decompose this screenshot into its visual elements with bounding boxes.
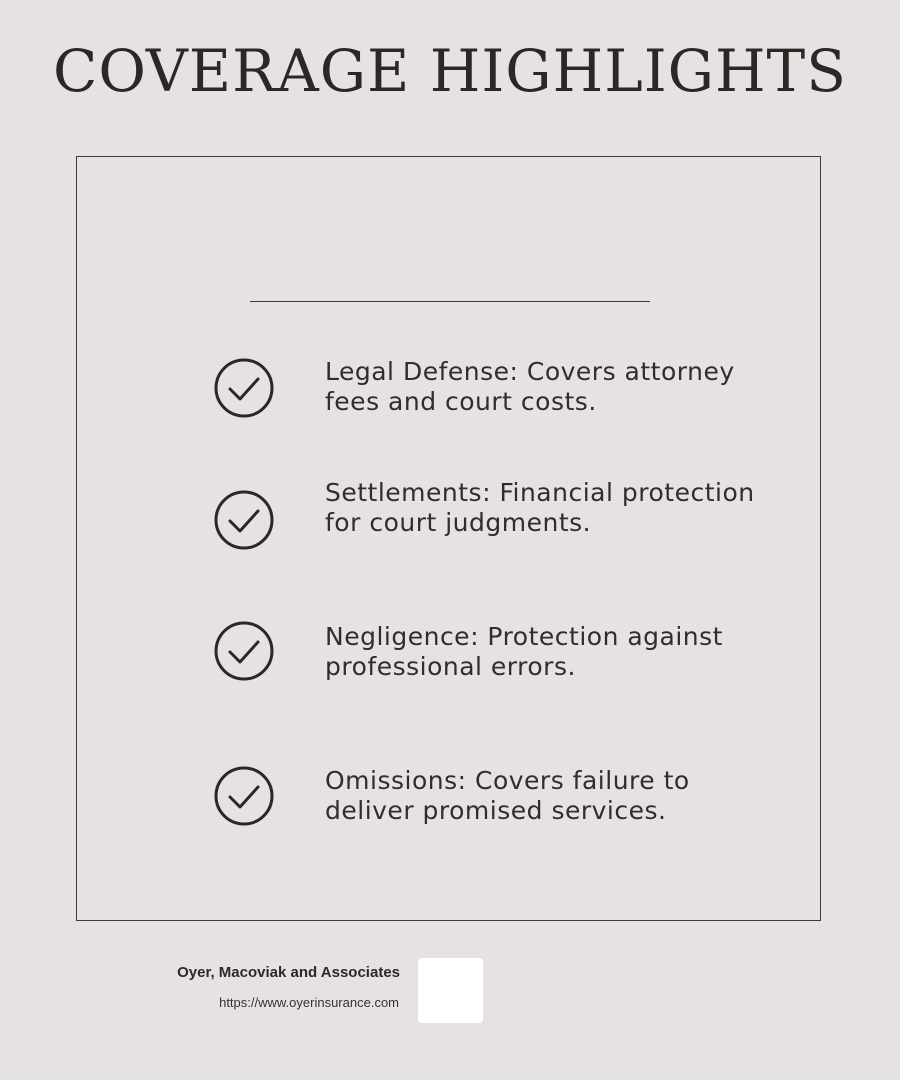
coverage-item-text: Omissions: Covers failure to deliver promised services. bbox=[325, 766, 690, 825]
check-circle-icon bbox=[213, 765, 275, 827]
coverage-panel bbox=[76, 156, 821, 921]
coverage-item-text: Legal Defense: Covers attorney fees and court costs. bbox=[325, 357, 735, 416]
company-logo bbox=[418, 958, 483, 1023]
page-title: COVERAGE HIGHLIGHTS bbox=[53, 37, 847, 105]
check-circle-icon bbox=[213, 357, 275, 419]
coverage-item-text: Negligence: Protection against professional errors. bbox=[325, 622, 723, 681]
panel-divider bbox=[250, 301, 650, 302]
check-circle-icon bbox=[213, 620, 275, 682]
footer-website-link[interactable]: https://www.oyerinsurance.com bbox=[219, 995, 399, 1010]
check-circle-icon bbox=[213, 489, 275, 551]
coverage-item-text: Settlements: Financial protection for court judgments. bbox=[325, 478, 755, 537]
footer-company-name: Oyer, Macoviak and Associates bbox=[177, 964, 400, 981]
